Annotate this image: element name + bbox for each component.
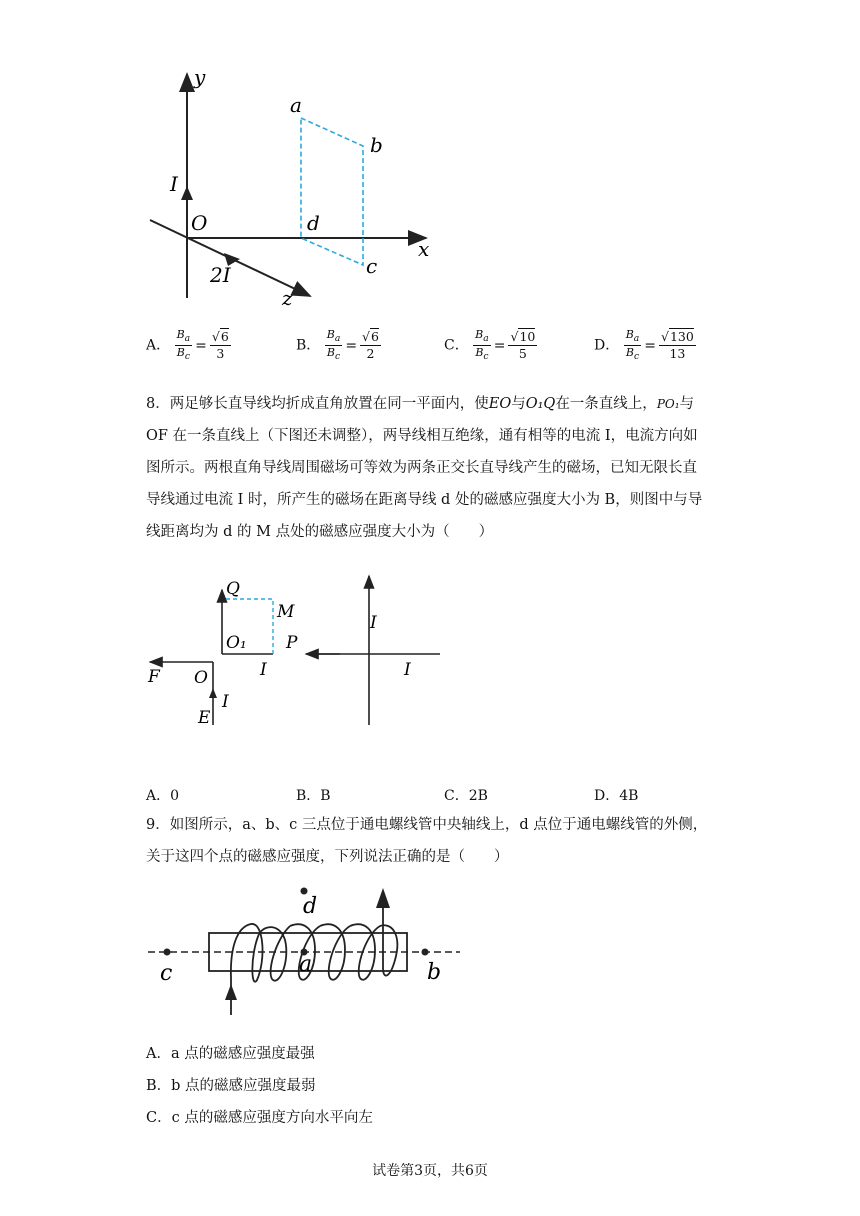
q8-option-a[interactable]: A．0 (146, 788, 180, 804)
current-arrow-e (209, 688, 217, 698)
q7-option-c[interactable]: C． $\frac{B_a}{B_c}$ = $\frac{√10}{5}$ (444, 328, 536, 363)
current-in-arrow (225, 984, 237, 1000)
label-c: c (366, 254, 378, 278)
ratio-fraction: $\frac{B_a}{B_c}$ (625, 328, 640, 363)
q8-line4: 导线通过电流 I 时，所产生的磁场在距离导线 d 处的磁感应强度大小为 B，则图中与导 (146, 492, 703, 508)
value-fraction: $\frac{√6}{2}$ (362, 329, 379, 362)
q9-options (146, 1038, 716, 1134)
label-2I: 2I (210, 263, 231, 287)
current-out-arrow (376, 888, 390, 908)
q7-option-a[interactable]: A． $\frac{B_a}{B_c}$ = $\frac{√6}{3}$ (146, 328, 229, 363)
q8-option-d[interactable]: D．4B (594, 788, 639, 804)
page-footer: 试卷第3页，共6页 (372, 1163, 488, 1179)
point-b (422, 949, 429, 956)
label-I-vert: I (370, 613, 377, 633)
label-E: E (198, 708, 211, 728)
label-x: x (418, 237, 430, 261)
q9-option-b[interactable]: B．b 点的磁感应强度最弱 (146, 1078, 316, 1094)
point-c (164, 949, 171, 956)
value-fraction: $\frac{√130}{13}$ (660, 329, 694, 362)
figure-solenoid (140, 880, 470, 1030)
ratio-fraction: $\frac{B_a}{B_c}$ (176, 328, 191, 363)
label-a: a (290, 93, 302, 117)
q7-option-b[interactable]: B． $\frac{B_a}{B_c}$ = $\frac{√6}{2}$ (296, 328, 379, 363)
figure-bent-wires (140, 570, 450, 730)
option-letter: C． (444, 337, 469, 354)
q7-option-d[interactable]: D． $\frac{B_a}{B_c}$ = $\frac{√130}{13}$ (594, 328, 694, 363)
q8-line1: 8．两足够长直导线均折成直角放置在同一平面内，使EO与O₁Q在一条直线上，PO₁与 (146, 396, 695, 412)
label-c: c (160, 961, 173, 986)
label-I-bottom: I (222, 692, 229, 712)
label-I-left: I (260, 660, 267, 680)
label-O: O (194, 668, 208, 688)
figure-coordinate-axes (140, 60, 440, 310)
q9-line2: 关于这四个点的磁感应强度，下列说法正确的是（ ） (146, 849, 509, 865)
q9-option-a[interactable]: A．a 点的磁感应强度最强 (146, 1046, 315, 1062)
ratio-fraction: $\frac{B_a}{B_c}$ (475, 328, 489, 363)
label-a: a (299, 952, 313, 977)
label-d: d (303, 894, 318, 919)
option-letter: D． (594, 337, 620, 354)
value-fraction: $\frac{√6}{3}$ (211, 329, 229, 362)
q8-line5: 线距离均为 d 的 M 点处的磁感应强度大小为（ ） (146, 524, 494, 540)
ratio-fraction: $\frac{B_a}{B_c}$ (326, 328, 341, 363)
q8-option-c[interactable]: C．2B (444, 788, 488, 804)
label-Q: Q (226, 579, 240, 599)
q9-option-c[interactable]: C．c 点的磁感应强度方向水平向左 (146, 1110, 373, 1126)
label-I-horiz: I (404, 660, 411, 680)
label-I: I (170, 172, 178, 196)
label-F: F (148, 667, 160, 687)
current-arrow-y (181, 186, 193, 200)
q9-stem (146, 809, 716, 873)
option-letter: A． (146, 337, 171, 354)
q8-option-b[interactable]: B．B (296, 788, 331, 804)
q9-line1: 9．如图所示，a、b、c 三点位于通电螺线管中央轴线上，d 点位于通电螺线管的外侧， (146, 817, 708, 833)
label-d: d (307, 211, 320, 235)
label-b: b (427, 960, 442, 985)
option-letter: B． (296, 337, 321, 354)
label-z: z (282, 286, 293, 310)
label-O1: O₁ (226, 633, 247, 653)
label-P: P (286, 633, 298, 653)
label-O: O (191, 211, 208, 235)
q8-line2: OF 在一条直线上（下图还未调整），两导线相互绝缘，通有相等的电流 I，电流方向如 (146, 428, 698, 444)
label-y: y (194, 65, 206, 89)
q8-line3: 图所示。两根直角导线周围磁场可等效为两条正交长直导线产生的磁场，已知无限长直 (146, 460, 697, 476)
value-fraction: $\frac{√10}{5}$ (510, 329, 536, 362)
label-b: b (370, 133, 383, 157)
q8-stem (146, 388, 716, 548)
label-M: M (277, 602, 295, 622)
loop-abcd (301, 118, 363, 265)
